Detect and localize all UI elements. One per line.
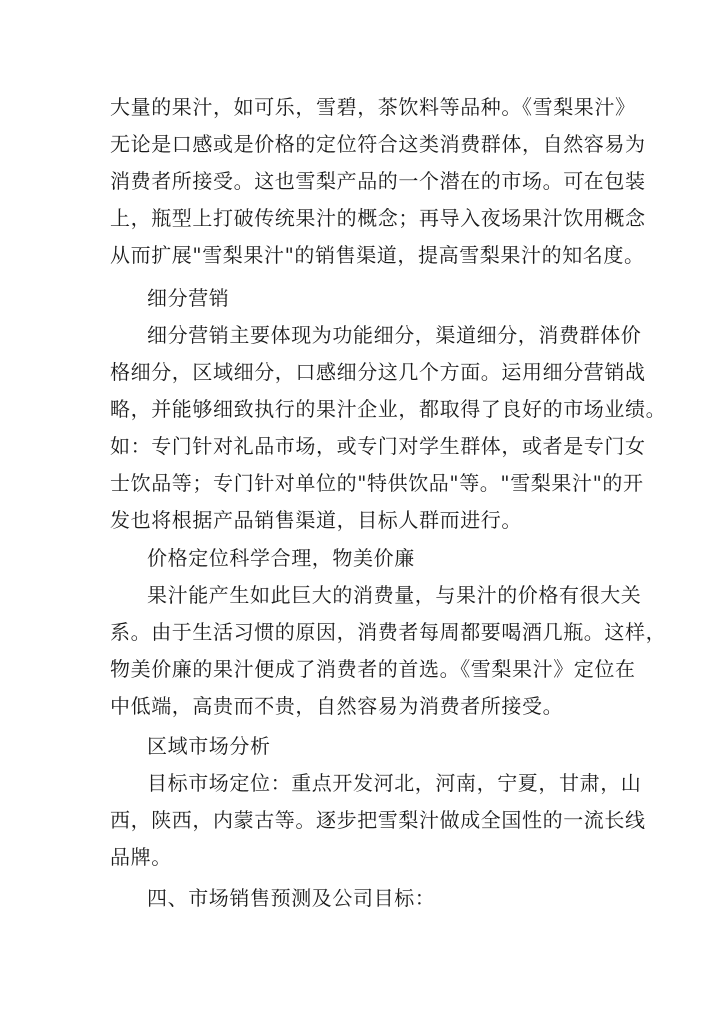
paragraph-line: 细分营销主要体现为功能细分，渠道细分，消费群体价 bbox=[147, 323, 642, 347]
paragraph-line: 从而扩展"雪梨果汁"的销售渠道，提高雪梨果汁的知名度。 bbox=[110, 243, 645, 267]
paragraph-line: 如：专门针对礼品市场，或专门对学生群体，或者是专门女 bbox=[110, 434, 646, 458]
paragraph-line: 格细分，区域细分，口感细分这几个方面。运用细分营销战 bbox=[110, 360, 646, 384]
paragraph-line: 系。由于生活习惯的原因，消费者每周都要喝酒几瓶。这样， bbox=[110, 620, 667, 644]
section-heading: 四、市场销售预测及公司目标： bbox=[147, 886, 436, 910]
paragraph-line: 大量的果汁，如可乐，雪碧，茶饮料等品种。《雪梨果汁》 bbox=[110, 95, 636, 119]
paragraph-line: 物美价廉的果汁便成了消费者的首选。《雪梨果汁》定位在 bbox=[110, 657, 636, 681]
paragraph-line: 果汁能产生如此巨大的消费量，与果汁的价格有很大关 bbox=[147, 583, 642, 607]
paragraph-line: 品牌。 bbox=[110, 845, 172, 869]
section-heading: 细分营销 bbox=[147, 286, 230, 310]
section-heading: 价格定位科学合理，物美价廉 bbox=[147, 546, 415, 570]
paragraph-line: 消费者所接受。这也雪梨产品的一个潜在的市场。可在包装 bbox=[110, 169, 646, 193]
paragraph-line: 无论是口感或是价格的定位符合这类消费群体，自然容易为 bbox=[110, 132, 646, 156]
paragraph-line: 士饮品等；专门针对单位的"特供饮品"等。"雪梨果汁"的开 bbox=[110, 471, 644, 495]
paragraph-line: 目标市场定位：重点开发河北，河南，宁夏，甘肃，山 bbox=[147, 771, 642, 795]
paragraph-line: 发也将根据产品销售渠道，目标人群而进行。 bbox=[110, 508, 522, 532]
paragraph-line: 略，并能够细致执行的果汁企业，都取得了良好的市场业绩。 bbox=[110, 397, 667, 421]
section-heading: 区域市场分析 bbox=[147, 734, 271, 758]
paragraph-line: 中低端，高贵而不贵，自然容易为消费者所接受。 bbox=[110, 694, 564, 718]
paragraph-line: 上，瓶型上打破传统果汁的概念；再导入夜场果汁饮用概念 bbox=[110, 206, 646, 230]
paragraph-line: 西，陕西，内蒙古等。逐步把雪梨汁做成全国性的一流长线 bbox=[110, 808, 646, 832]
